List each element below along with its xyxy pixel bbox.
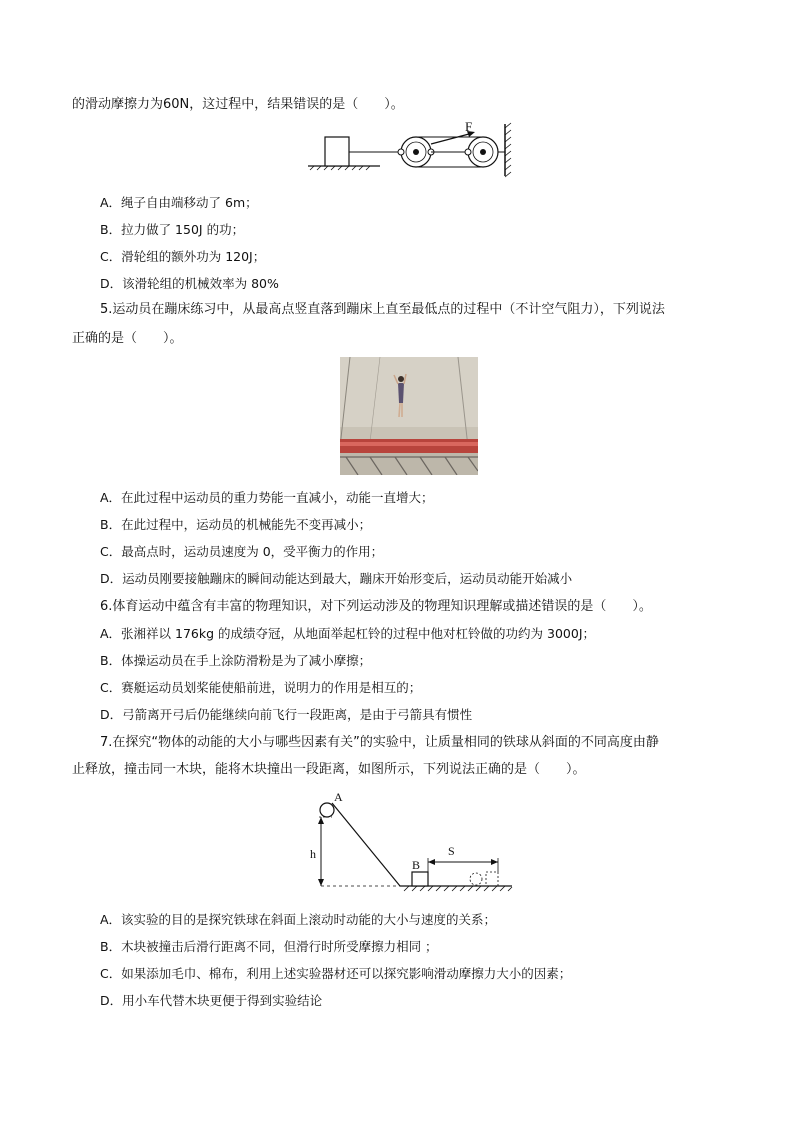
q6-option-b: B．体操运动员在手上涂防滑粉是为了减小摩擦；	[100, 653, 372, 668]
q7-stem-line1: 7.在探究“物体的动能的大小与哪些因素有关”的实验中，让质量相同的铁球从斜面的不同高度由静	[100, 735, 659, 750]
q4-option-b: B．拉力做了 150J 的功；	[100, 222, 245, 237]
q5-option-a: A．在此过程中运动员的重力势能一直减小，动能一直增大；	[100, 490, 434, 505]
q5-option-b: B．在此过程中，运动员的机械能先不变再减小；	[100, 517, 372, 532]
label-h: h	[310, 847, 316, 861]
q6-option-d: D．弓箭离开弓后仍能继续向前飞行一段距离，是由于弓箭具有惯性	[100, 707, 473, 722]
q7-stem-line2: 止释放，撞击同一木块，能将木块撞出一段距离，如图所示，下列说法正确的是（ ）。	[72, 762, 586, 777]
q5-stem-line2: 正确的是（ ）。	[72, 331, 183, 346]
pulley-figure	[305, 120, 520, 178]
label-a: A	[334, 790, 343, 804]
q6-option-c: C．赛艇运动员划桨能使船前进，说明力的作用是相互的；	[100, 680, 422, 695]
q7-option-a: A．该实验的目的是探究铁球在斜面上滚动时动能的大小与速度的关系；	[100, 912, 497, 927]
q7-option-b: B．木块被撞击后滑行距离不同，但滑行时所受摩擦力相同 ；	[100, 939, 438, 954]
q4-option-c: C．滑轮组的额外功为 120J；	[100, 249, 266, 264]
q7-option-c: C．如果添加毛巾、棉布，利用上述实验器材还可以探究影响滑动摩擦力大小的因素；	[100, 966, 572, 981]
q4-option-d: D．该滑轮组的机械效率为 80%	[100, 276, 279, 291]
q5-stem-line1: 5.运动员在蹦床练习中，从最高点竖直落到蹦床上直至最低点的过程中（不计空气阻力），下列说法	[100, 302, 665, 317]
q5-option-d: D．运动员刚要接触蹦床的瞬间动能达到最大，蹦床开始形变后，运动员动能开始减小	[100, 571, 573, 586]
q7-option-d: D．用小车代替木块更便于得到实验结论	[100, 993, 323, 1008]
q6-option-a: A．张湘祥以 176kg 的成绩夺冠，从地面举起杠铃的过程中他对杠铃做的功约为 3000J；	[100, 626, 596, 641]
q4-stem-tail: 的滑动摩擦力为60N，这过程中，结果错误的是（ ）。	[72, 97, 404, 112]
incline-figure	[300, 788, 518, 894]
force-label: F	[465, 120, 473, 134]
q5-option-c: C．最高点时，运动员速度为 0，受平衡力的作用；	[100, 544, 384, 559]
q6-stem: 6.体育运动中蕴含有丰富的物理知识，对下列运动涉及的物理知识理解或描述错误的是（ ）。	[100, 599, 652, 614]
label-s: S	[448, 844, 455, 858]
trampoline-photo	[340, 357, 478, 475]
label-b: B	[412, 858, 421, 872]
q4-option-a: A．绳子自由端移动了 6m；	[100, 195, 258, 210]
